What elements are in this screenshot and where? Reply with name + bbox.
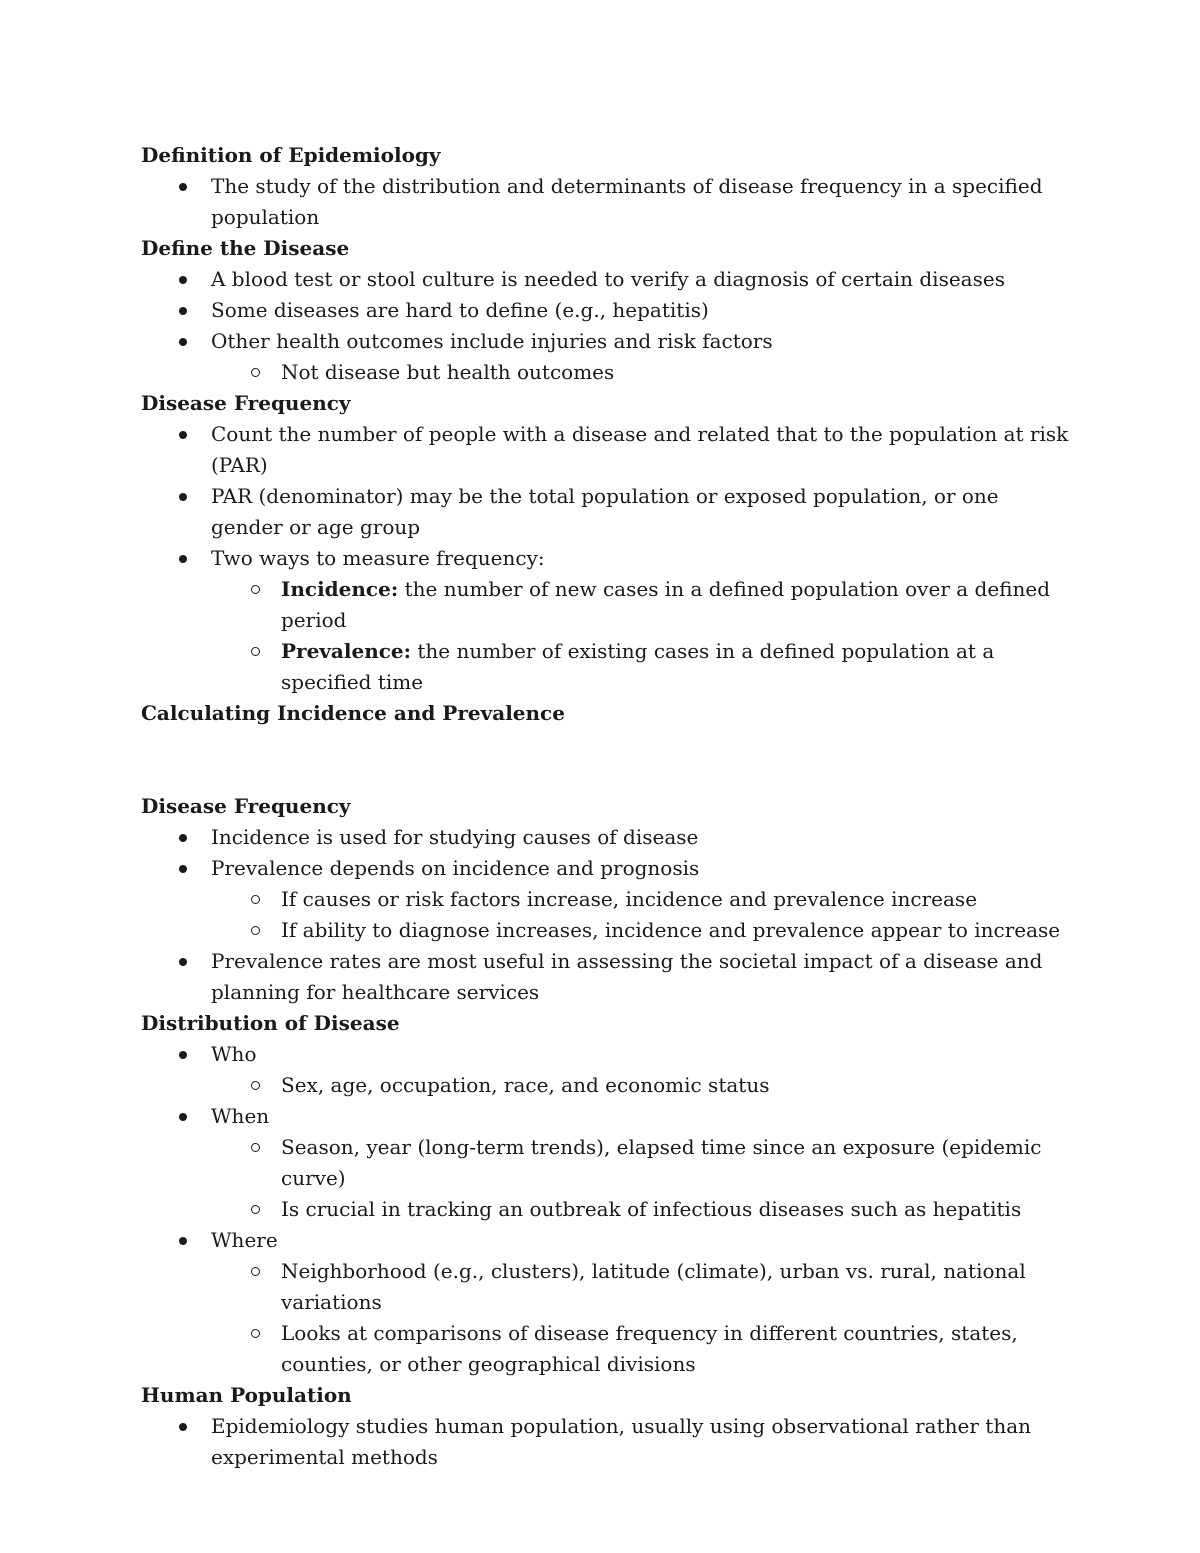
bullet-list	[141, 1411, 1071, 1473]
list-item: Epidemiology studies human population, usually using observational rather than experimental methods	[141, 1411, 1071, 1473]
list-item: Two ways to measure frequency: Incidence: the number of new cases in a defined population over a defined period Prevalence: the number of existing cases in a defined population at a specified time	[141, 543, 1071, 698]
hollow-bullet-icon	[251, 1081, 260, 1090]
sub-list-item: Is crucial in tracking an outbreak of infectious diseases such as hepatitis	[211, 1194, 1071, 1225]
sub-list-item: Season, year (long-term trends), elapsed time since an exposure (epidemic curve)	[211, 1132, 1071, 1194]
filled-bullet-icon	[179, 555, 187, 563]
bullet-list	[141, 822, 1071, 1008]
section-heading: Disease Frequency	[141, 391, 351, 415]
sub-list-item: Incidence: the number of new cases in a defined population over a defined period	[211, 574, 1071, 636]
document-body	[141, 140, 1071, 1473]
bullet-list	[141, 264, 1071, 388]
filled-bullet-icon	[179, 493, 187, 501]
list-item: Other health outcomes include injuries and risk factors Not disease but health outcomes	[141, 326, 1071, 388]
hollow-bullet-icon	[251, 368, 260, 377]
list-item: Count the number of people with a disease and related that to the population at risk (PAR)	[141, 419, 1071, 481]
filled-bullet-icon	[179, 1423, 187, 1431]
section-heading: Distribution of Disease	[141, 1011, 400, 1035]
sub-bullet-list	[141, 1070, 1071, 1101]
section-heading: Disease Frequency	[141, 794, 351, 818]
bullet-list	[141, 419, 1071, 698]
list-item: When Season, year (long-term trends), elapsed time since an exposure (epidemic curve) Is crucial in tracking an outbreak of infectious diseases such as hepatitis	[141, 1101, 1071, 1225]
filled-bullet-icon	[179, 1237, 187, 1245]
hollow-bullet-icon	[251, 895, 260, 904]
filled-bullet-icon	[179, 338, 187, 346]
section-heading: Human Population	[141, 1383, 352, 1407]
hollow-bullet-icon	[251, 1143, 260, 1152]
sub-bullet-list	[141, 1132, 1071, 1225]
section-distribution	[141, 1008, 1071, 1380]
list-item: The study of the distribution and determinants of disease frequency in a specified population	[141, 171, 1071, 233]
filled-bullet-icon	[179, 183, 187, 191]
section-definition	[141, 140, 1071, 233]
section-heading: Definition of Epidemiology	[141, 143, 441, 167]
list-item: PAR (denominator) may be the total population or exposed population, or one gender or age group	[141, 481, 1071, 543]
hollow-bullet-icon	[251, 926, 260, 935]
blank-space	[141, 729, 1071, 791]
filled-bullet-icon	[179, 1051, 187, 1059]
filled-bullet-icon	[179, 958, 187, 966]
bullet-list	[141, 171, 1071, 233]
list-item: Where Neighborhood (e.g., clusters), latitude (climate), urban vs. rural, national variations Looks at comparisons of disease frequency in different countries, states, counties, or other geographical divisions	[141, 1225, 1071, 1380]
filled-bullet-icon	[179, 431, 187, 439]
sub-bullet-list	[141, 357, 1071, 388]
sub-list-item: Prevalence: the number of existing cases in a defined population at a specified time	[211, 636, 1071, 698]
filled-bullet-icon	[179, 1113, 187, 1121]
filled-bullet-icon	[179, 865, 187, 873]
section-define-disease	[141, 233, 1071, 388]
filled-bullet-icon	[179, 834, 187, 842]
list-item: A blood test or stool culture is needed to verify a diagnosis of certain diseases	[141, 264, 1071, 295]
section-heading: Calculating Incidence and Prevalence	[141, 701, 565, 725]
hollow-bullet-icon	[251, 585, 260, 594]
term-incidence: Incidence:	[281, 577, 399, 601]
sub-list-item: Not disease but health outcomes	[211, 357, 1071, 388]
hollow-bullet-icon	[251, 1205, 260, 1214]
sub-list-item: Looks at comparisons of disease frequency in different countries, states, counties, or other geographical divisions	[211, 1318, 1071, 1380]
list-item: Some diseases are hard to define (e.g., hepatitis)	[141, 295, 1071, 326]
list-item: Prevalence depends on incidence and prognosis If causes or risk factors increase, incidence and prevalence increase If ability to diagnose increases, incidence and prevalence appear to increase	[141, 853, 1071, 946]
section-heading: Define the Disease	[141, 236, 350, 260]
list-item: Incidence is used for studying causes of disease	[141, 822, 1071, 853]
bullet-list	[141, 1039, 1071, 1380]
sub-list-item: If ability to diagnose increases, incidence and prevalence appear to increase	[211, 915, 1071, 946]
sub-bullet-list	[141, 1256, 1071, 1380]
hollow-bullet-icon	[251, 1267, 260, 1276]
sub-bullet-list	[141, 884, 1071, 946]
hollow-bullet-icon	[251, 647, 260, 656]
section-disease-frequency-2	[141, 791, 1071, 1008]
section-human-population	[141, 1380, 1071, 1473]
filled-bullet-icon	[179, 276, 187, 284]
sub-list-item: Neighborhood (e.g., clusters), latitude (climate), urban vs. rural, national variations	[211, 1256, 1071, 1318]
sub-list-item: Sex, age, occupation, race, and economic status	[211, 1070, 1071, 1101]
section-calculating	[141, 698, 1071, 791]
term-prevalence: Prevalence:	[281, 639, 412, 663]
sub-list-item: If causes or risk factors increase, incidence and prevalence increase	[211, 884, 1071, 915]
section-disease-frequency	[141, 388, 1071, 698]
sub-bullet-list	[141, 574, 1071, 698]
list-item: Who Sex, age, occupation, race, and economic status	[141, 1039, 1071, 1101]
filled-bullet-icon	[179, 307, 187, 315]
hollow-bullet-icon	[251, 1329, 260, 1338]
list-item: Prevalence rates are most useful in assessing the societal impact of a disease and planning for healthcare services	[141, 946, 1071, 1008]
